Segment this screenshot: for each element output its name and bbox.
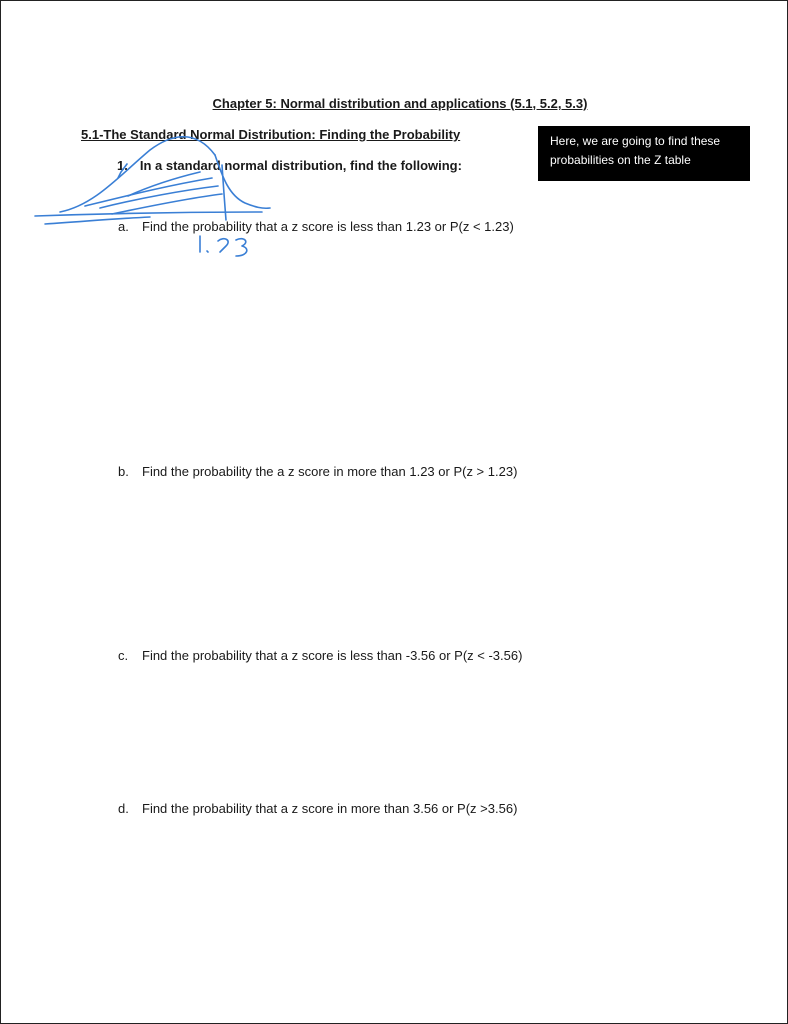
part-b [118, 464, 517, 479]
part-letter: c. [118, 648, 129, 663]
chapter-title: Chapter 5: Normal distribution and applications (5.1, 5.2, 5.3) [212, 96, 588, 111]
part-letter: d. [118, 801, 129, 816]
part-letter: a. [118, 219, 129, 234]
question-1 [117, 158, 462, 173]
part-text: Find the probability that a z score is less than 1.23 or P(z < 1.23) [142, 219, 514, 234]
part-text: Find the probability that a z score in more than 3.56 or P(z >3.56) [142, 801, 518, 816]
part-d [118, 801, 517, 816]
note-box: Here, we are going to find these probabilities on the Z table [538, 126, 750, 181]
section-title: 5.1-The Standard Normal Distribution: Finding the Probability [81, 127, 461, 142]
part-text: Find the probability the a z score in more than 1.23 or P(z > 1.23) [142, 464, 518, 479]
question-text: In a standard normal distribution, find the following: [139, 158, 462, 173]
question-number: 1. [117, 158, 128, 173]
part-letter: b. [118, 464, 129, 479]
part-a [118, 219, 514, 234]
part-c [118, 648, 522, 663]
part-text: Find the probability that a z score is less than -3.56 or P(z < -3.56) [142, 648, 523, 663]
